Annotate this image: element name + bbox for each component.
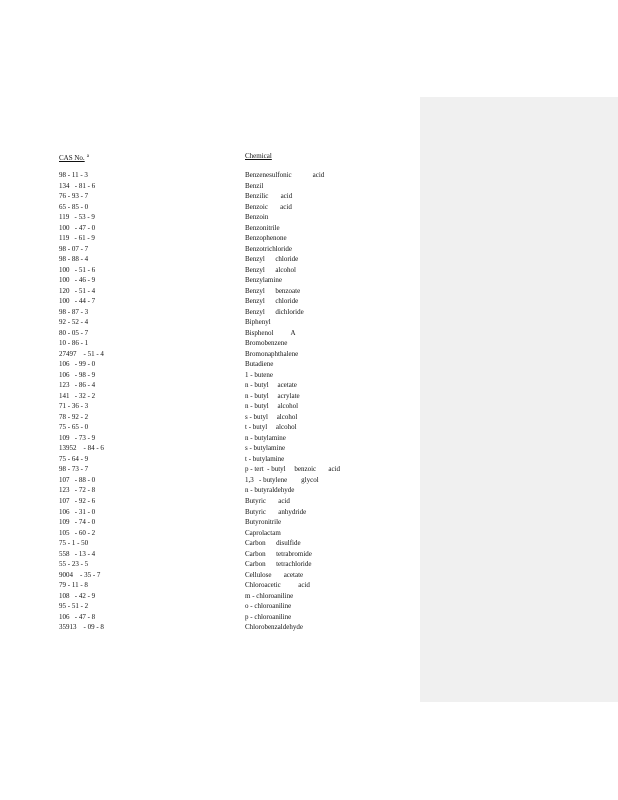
chemical-name-cell: Benzyl chloride — [245, 255, 299, 264]
chemical-name-cell: Benzophenone — [245, 234, 287, 243]
cas-number-cell: 106 - 31 - 0 — [59, 507, 96, 516]
table-row — [59, 475, 359, 486]
cas-number-header-label: CAS No. — [59, 154, 85, 162]
cas-number-cell: 98 - 73 - 7 — [59, 465, 89, 474]
chemical-name-cell: Bromobenzene — [245, 339, 288, 348]
chemical-name-cell: Carbon tetrabromide — [245, 549, 312, 558]
table-row — [59, 401, 359, 412]
chemical-name-cell: n - butyraldehyde — [245, 486, 295, 495]
chemical-name-cell: Benzotrichloride — [245, 244, 293, 253]
table-row — [59, 307, 359, 318]
cas-number-cell: 55 - 23 - 5 — [59, 560, 89, 569]
cas-number-cell: 108 - 42 - 9 — [59, 591, 96, 600]
cas-number-cell: 106 - 99 - 0 — [59, 360, 96, 369]
table-row — [59, 622, 359, 633]
chemical-name-cell: Benzyl benzoate — [245, 286, 301, 295]
table-row — [59, 528, 359, 539]
cas-number-cell: 123 - 86 - 4 — [59, 381, 96, 390]
cas-number-cell: 95 - 51 - 2 — [59, 602, 89, 611]
chemical-name-cell: Bisphenol A — [245, 328, 296, 337]
table-row — [59, 223, 359, 234]
table-row — [59, 464, 359, 475]
chemical-name-cell: 1,3 - butylene glycol — [245, 475, 319, 484]
table-row — [59, 549, 359, 560]
cas-number-cell: 119 - 53 - 9 — [59, 213, 95, 222]
gray-side-panel — [420, 97, 618, 702]
cas-number-cell: 120 - 51 - 4 — [59, 286, 96, 295]
table-row — [59, 422, 359, 433]
chemical-name-cell: p - chloroaniline — [245, 612, 292, 621]
chemical-name-cell: n - butyl acrylate — [245, 391, 300, 400]
chemical-name-cell: Butyric anhydride — [245, 507, 307, 516]
table-row — [59, 380, 359, 391]
cas-number-cell: 10 - 86 - 1 — [59, 339, 89, 348]
cas-number-cell: 119 - 61 - 9 — [59, 234, 95, 243]
table-row — [59, 244, 359, 255]
table-row — [59, 296, 359, 307]
table-row — [59, 433, 359, 444]
chemical-name-cell: n - butyl alcohol — [245, 402, 299, 411]
cas-number-cell: 98 - 88 - 4 — [59, 255, 89, 264]
table-row — [59, 328, 359, 339]
cas-number-cell: 106 - 47 - 8 — [59, 612, 96, 621]
table-row — [59, 570, 359, 581]
chemical-name-cell: o - chloroaniline — [245, 602, 292, 611]
table-row — [59, 496, 359, 507]
table-row — [59, 254, 359, 265]
cas-number-cell: 98 - 11 - 3 — [59, 171, 88, 179]
cas-number-cell: 79 - 11 - 8 — [59, 581, 88, 590]
table-row — [59, 181, 359, 192]
chemical-name-cell: Bromonaphthalene — [245, 349, 299, 358]
chemical-name-cell: Chloroacetic acid — [245, 581, 310, 590]
chemical-name-cell: Butadiene — [245, 360, 274, 369]
cas-number-cell: 75 - 64 - 9 — [59, 454, 89, 463]
table-row — [59, 233, 359, 244]
chemical-name-cell: Benzil — [245, 181, 264, 190]
footnote-marker: a — [86, 154, 89, 159]
table-row — [59, 317, 359, 328]
chemical-name-cell: p - tert - butyl benzoic acid — [245, 465, 341, 474]
cas-number-cell: 105 - 60 - 2 — [59, 528, 96, 537]
table-row — [59, 370, 359, 381]
chemical-name-cell: Benzonitrile — [245, 223, 280, 232]
cas-number-cell: 123 - 72 - 8 — [59, 486, 96, 495]
chemical-name-cell: Chlorobenzaldehyde — [245, 623, 303, 632]
table-row — [59, 517, 359, 528]
cas-number-cell: 98 - 07 - 7 — [59, 244, 89, 253]
table-row — [59, 580, 359, 591]
chemical-name-cell: n - butyl acetate — [245, 381, 297, 390]
chemical-name-cell: Benzyl chloride — [245, 297, 299, 306]
table-row — [59, 338, 359, 349]
table-row — [59, 170, 359, 181]
table-row — [59, 265, 359, 276]
chemical-name-cell: Benzilic acid — [245, 192, 293, 201]
cas-number-cell: 35913 - 09 - 8 — [59, 623, 104, 632]
chemical-list — [59, 170, 359, 633]
chemical-name-cell: n - butylamine — [245, 433, 286, 442]
table-row — [59, 275, 359, 286]
cas-number-cell: 75 - 65 - 0 — [59, 423, 89, 432]
cas-number-cell: 558 - 13 - 4 — [59, 549, 96, 558]
chemical-name-cell: m - chloroaniline — [245, 591, 294, 600]
chemical-name-cell: t - butyl alcohol — [245, 423, 297, 432]
chemical-name-cell: t - butylamine — [245, 454, 285, 463]
cas-number-header — [59, 152, 89, 163]
table-row — [59, 349, 359, 360]
chemical-name-cell: Benzyl dichloride — [245, 307, 304, 316]
table-row — [59, 485, 359, 496]
cas-number-cell: 100 - 46 - 9 — [59, 276, 96, 285]
table-row — [59, 601, 359, 612]
table-row — [59, 412, 359, 423]
cas-number-cell: 107 - 92 - 6 — [59, 496, 96, 505]
table-row — [59, 612, 359, 623]
chemical-name-cell: Butyronitrile — [245, 518, 282, 527]
table-row — [59, 559, 359, 570]
cas-number-cell: 109 - 74 - 0 — [59, 518, 96, 527]
cas-number-cell: 106 - 98 - 9 — [59, 370, 96, 379]
cas-number-cell: 27497 - 51 - 4 — [59, 349, 104, 358]
cas-number-cell: 13952 - 84 - 6 — [59, 444, 104, 453]
chemical-name-cell: Benzenesulfonic acid — [245, 171, 325, 179]
table-row — [59, 443, 359, 454]
table-row — [59, 538, 359, 549]
table-row — [59, 191, 359, 202]
chemical-name-cell: Carbon disulfide — [245, 539, 301, 548]
cas-number-cell: 100 - 51 - 6 — [59, 265, 96, 274]
chemical-name-cell: Benzoin — [245, 213, 269, 222]
cas-number-cell: 9004 - 35 - 7 — [59, 570, 101, 579]
table-row — [59, 359, 359, 370]
cas-number-cell: 107 - 88 - 0 — [59, 475, 96, 484]
cas-number-cell: 92 - 52 - 4 — [59, 318, 89, 327]
chemical-name-cell: Carbon tetrachloride — [245, 560, 312, 569]
table-row — [59, 454, 359, 465]
cas-number-cell: 141 - 32 - 2 — [59, 391, 96, 400]
chemical-name-cell: Cellulose acetate — [245, 570, 304, 579]
cas-number-cell: 80 - 05 - 7 — [59, 328, 89, 337]
chemical-name-cell: Benzoic acid — [245, 202, 292, 211]
table-row — [59, 286, 359, 297]
table-row — [59, 391, 359, 402]
cas-number-cell: 134 - 81 - 6 — [59, 181, 96, 190]
cas-number-cell: 109 - 73 - 9 — [59, 433, 96, 442]
table-row — [59, 591, 359, 602]
table-row — [59, 507, 359, 518]
cas-number-cell: 98 - 87 - 3 — [59, 307, 89, 316]
cas-number-cell: 65 - 85 - 0 — [59, 202, 89, 211]
cas-number-cell: 71 - 36 - 3 — [59, 402, 89, 411]
chemical-name-cell: Benzylamine — [245, 276, 282, 285]
chemical-name-cell: s - butyl alcohol — [245, 412, 298, 421]
chemical-header: Chemical — [245, 152, 272, 160]
cas-number-cell: 100 - 44 - 7 — [59, 297, 96, 306]
cas-number-cell: 76 - 93 - 7 — [59, 192, 89, 201]
cas-number-cell: 100 - 47 - 0 — [59, 223, 96, 232]
chemical-name-cell: s - butylamine — [245, 444, 286, 453]
table-row — [59, 212, 359, 223]
chemical-name-cell: Caprolactam — [245, 528, 281, 537]
chemical-name-cell: Benzyl alcohol — [245, 265, 296, 274]
chemical-name-cell: 1 - butene — [245, 370, 273, 379]
cas-number-cell: 78 - 92 - 2 — [59, 412, 89, 421]
chemical-name-cell: Butyric acid — [245, 496, 290, 505]
chemical-name-cell: Biphenyl — [245, 318, 271, 327]
table-row — [59, 202, 359, 213]
cas-number-cell: 75 - 1 - 50 — [59, 539, 89, 548]
